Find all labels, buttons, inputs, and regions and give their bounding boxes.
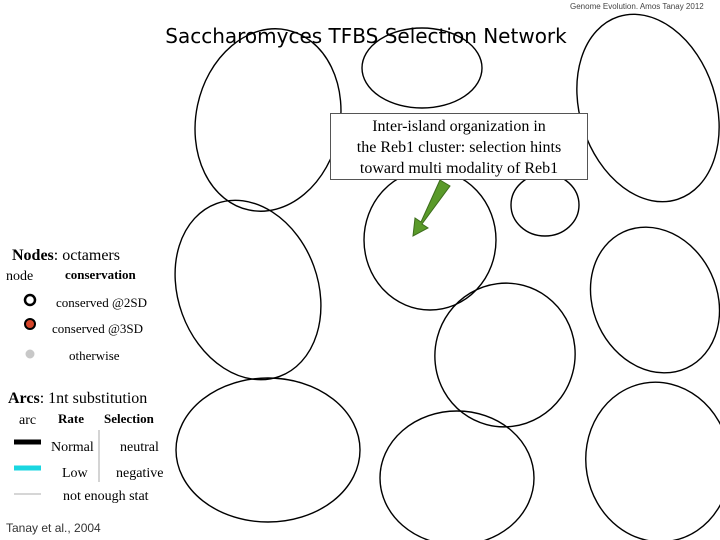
nodes-heading-rest: : octamers (53, 247, 120, 264)
header-note: Genome Evolution. Amos Tanay 2012 (570, 2, 704, 11)
island-2 (362, 28, 482, 108)
island-10 (380, 411, 534, 540)
node-label-3sd: conserved @3SD (52, 321, 144, 336)
callout-line-2: the Reb1 cluster: selection hints (356, 139, 562, 156)
island-7 (567, 206, 720, 394)
arcs-col-rate: Rate (58, 411, 84, 426)
island-3 (554, 0, 720, 220)
callout-box (330, 113, 588, 180)
arc-rate-low: Low (62, 466, 88, 481)
node-label-2sd: conserved @2SD (56, 295, 148, 310)
nodes-heading-bold: Nodes (12, 247, 54, 264)
nodes-col-node: node (6, 269, 34, 284)
nodes-legend (3, 246, 158, 366)
node-label-otherwise: otherwise (69, 348, 120, 363)
node-symbol-3sd (25, 319, 35, 329)
arcs-col-selection: Selection (104, 411, 154, 426)
arcs-col-arc: arc (19, 413, 37, 428)
callout-arrow (413, 180, 450, 236)
arc-label-notenough: not enough stat (63, 489, 149, 504)
node-symbol-2sd (25, 295, 35, 305)
node-symbol-otherwise (26, 350, 34, 358)
page-title: Saccharomyces TFBS Selection Network (165, 24, 567, 48)
island-6 (151, 180, 345, 401)
arcs-legend (3, 390, 171, 516)
citation: Tanay et al., 2004 (6, 521, 101, 535)
arcs-heading-rest: : 1nt substitution (39, 390, 148, 407)
island-5 (511, 174, 579, 236)
island-9 (176, 378, 360, 522)
arcs-heading-bold: Arcs (8, 390, 40, 407)
arc-selection-neutral: neutral (120, 440, 159, 455)
island-11 (573, 371, 720, 540)
nodes-col-conservation: conservation (65, 267, 136, 282)
island-4 (364, 170, 496, 310)
island-8 (419, 267, 591, 442)
arc-rate-normal: Normal (51, 440, 94, 455)
callout-line-1: Inter-island organization in (372, 118, 546, 135)
arc-selection-negative: negative (116, 466, 164, 481)
callout-line-3: toward multi modality of Reb1 (359, 160, 559, 177)
